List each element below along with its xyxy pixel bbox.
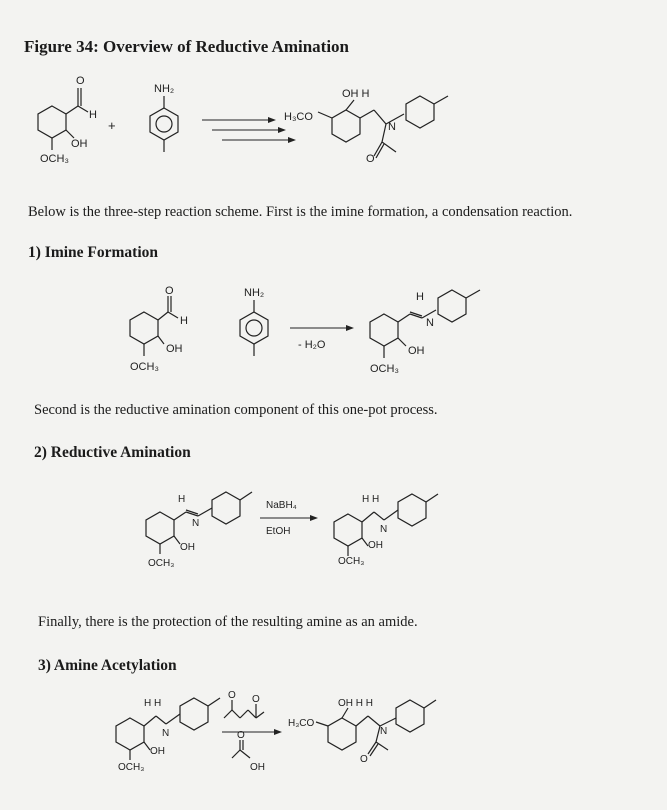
step2-amine-n-label: N [380,524,388,535]
step1-imine-n-label: N [426,317,434,329]
overview-toluidine [150,96,178,152]
step1-nh2-label: NH₂ [244,287,265,299]
step2-scheme [140,488,460,578]
overview-product [318,96,448,158]
step1-h-label: H [180,315,188,327]
step1-imine-och3-label: OCH₃ [370,363,399,375]
step2-imine-n-label: N [192,518,200,529]
step3-arrow [222,729,282,735]
step1-toluidine [240,300,268,356]
overview-h-label: H [89,109,97,121]
step1-och3-label: OCH₃ [130,361,159,373]
step1-arrow [290,325,354,331]
step3-h3co-label: H₃CO [288,718,315,729]
overview-n-label: N [388,121,396,133]
overview-arrows [202,117,296,143]
step3-acid-o-label: O [237,730,245,741]
overview-oh-h-label: OH H [342,88,370,100]
step2-reagent-bottom: EtOH [266,526,291,537]
overview-o-product-label: O [366,153,375,165]
step2-heading: 2) Reductive Amination [34,444,191,461]
overview-oh-label: OH [71,138,88,150]
step3-amine-hh-label: H H [144,698,162,709]
overview-och3-label: OCH₃ [40,153,69,165]
step2-imine-h-label: H [178,494,186,505]
step3-scheme [110,692,450,782]
step1-imine [370,290,480,358]
step3-anhydride-o2-label: O [252,694,260,705]
step2-arrow [260,515,318,521]
step2-intro: Second is the reductive amination component of this one-pot process. [34,402,438,418]
step3-amine-oh-label: OH [150,746,165,757]
step1-reagent: - H₂O [298,339,326,351]
step1-imine-oh-label: OH [408,345,425,357]
step3-intro: Finally, there is the protection of the resulting amine as an amide. [38,614,418,630]
step1-o-label: O [165,285,174,297]
step2-reagent-top: NaBH₄ [266,500,297,511]
figure-title: Figure 34: Overview of Reductive Amination [24,37,350,56]
step1-heading: 1) Imine Formation [28,244,159,261]
step3-amine-n-label: N [162,728,170,739]
step2-amine-hh-label: H H [362,494,380,505]
step3-amine-och3-label: OCH₃ [118,762,145,773]
intro-text: Below is the three-step reaction scheme. First is the imine formation, a condensation reaction. [28,204,573,220]
overview-o-label: O [76,75,85,87]
step3-oh-hh-label: OH H H [338,698,373,709]
step1-scheme [100,282,500,382]
step2-amine-oh-label: OH [368,540,383,551]
step1-imine-h-label: H [416,291,424,303]
step1-oh-label: OH [166,343,183,355]
step3-amide-o-label: O [360,754,368,765]
step3-acid-oh-label: OH [250,762,265,773]
step2-amine-och3-label: OCH₃ [338,556,365,567]
step3-amide-n-label: N [380,726,388,737]
overview-nh2-label: NH₂ [154,83,175,95]
overview-h3co-label: H₃CO [284,111,313,123]
step3-heading: 3) Amine Acetylation [38,657,177,674]
step2-imine-och3-label: OCH₃ [148,558,175,569]
overview-plus: + [108,118,116,133]
step3-acetic-acid [232,740,250,758]
step2-imine-oh-label: OH [180,542,195,553]
overview-scheme [20,70,480,180]
step3-amide [316,700,436,756]
step3-anhydride-o1-label: O [228,690,236,701]
